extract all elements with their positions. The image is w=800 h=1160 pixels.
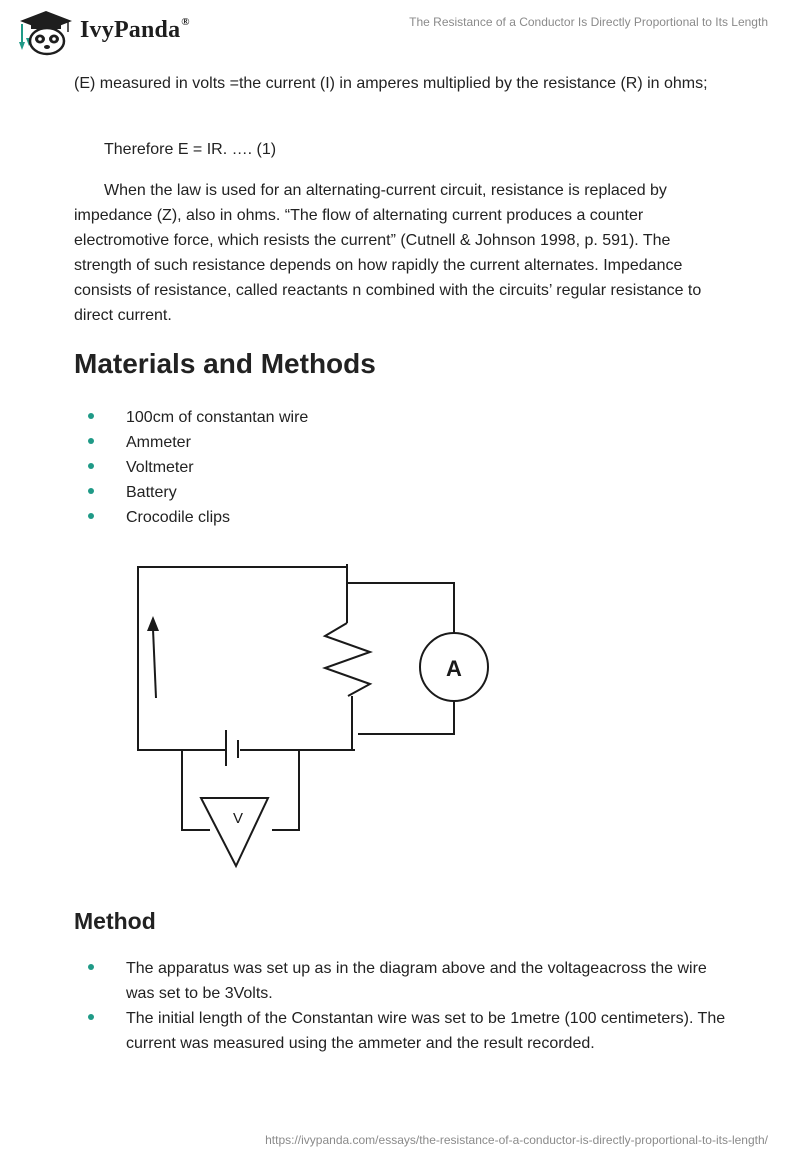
bullet-icon (88, 964, 94, 970)
method-heading: Method (74, 908, 156, 934)
list-item-text: 100cm of constantan wire (126, 409, 309, 426)
intro-paragraph-2: When the law is used for an alternating-current circuit, resistance is replaced by impedance (Z), also in ohms. “The flow of alternating current produces a counter electromotive force, which resists the current” (Cutnell & Johnson 1998, p. 591). The strength of such resistance depends on how rapidly the current alternates. Impedance consists of resistance, called reactants n combined with the circuits’ regular resistance to direct current. (74, 182, 702, 324)
logo-wordmark (80, 17, 190, 44)
voltmeter-label: V (232, 810, 244, 827)
list-item (74, 405, 734, 430)
circuit-wire-main (138, 567, 347, 750)
bullet-icon (88, 438, 94, 444)
list-item (74, 480, 734, 505)
ammeter-wire-bottom (358, 700, 454, 734)
materials-list (74, 405, 734, 530)
document-title: The Resistance of a Conductor Is Directly Proportional to Its Length (409, 15, 768, 29)
ammeter-wire-top (347, 583, 454, 634)
registered-mark: ® (181, 16, 190, 28)
bullet-icon (88, 463, 94, 469)
list-item (74, 505, 734, 530)
materials-heading: Materials and Methods (74, 348, 376, 379)
bullet-icon (88, 488, 94, 494)
list-item (74, 1006, 734, 1056)
intro-paragraph-1: (E) measured in volts =the current (I) in amperes multiplied by the resistance (R) in ohms; (74, 75, 708, 92)
list-item-text: The apparatus was set up as in the diagram above and the voltageacross the wire was set to be 3Volts. (126, 960, 707, 1002)
voltmeter-triangle (201, 798, 268, 866)
bullet-icon (88, 413, 94, 419)
resistor-zigzag (325, 623, 370, 696)
list-item-text: Voltmeter (126, 459, 194, 476)
list-item (74, 430, 734, 455)
bullet-icon (88, 1014, 94, 1020)
current-arrow-head (147, 616, 159, 631)
list-item (74, 455, 734, 480)
list-item-text: Battery (126, 484, 177, 501)
source-url[interactable]: https://ivypanda.com/essays/the-resistance-of-a-conductor-is-directly-proportional-to-its-length/ (265, 1133, 768, 1147)
list-item-text: The initial length of the Constantan wire was set to be 1metre (100 centimeters). The current was measured using the ammeter and the result recorded. (126, 1010, 726, 1052)
ivypanda-logo[interactable] (16, 8, 206, 56)
list-item-text: Crocodile clips (126, 509, 231, 526)
intro-formula: Therefore E = IR. …. (1) (104, 141, 277, 158)
brand-name: IvyPanda (80, 17, 181, 43)
list-item-text: Ammeter (126, 434, 191, 451)
method-list (74, 956, 734, 1056)
circuit-diagram (130, 560, 500, 880)
bullet-icon (88, 513, 94, 519)
page-header (0, 0, 800, 60)
current-arrow-shaft (153, 629, 156, 698)
list-item (74, 956, 734, 1006)
panda-graduate-icon (16, 8, 76, 56)
ammeter-label: A (446, 656, 462, 681)
